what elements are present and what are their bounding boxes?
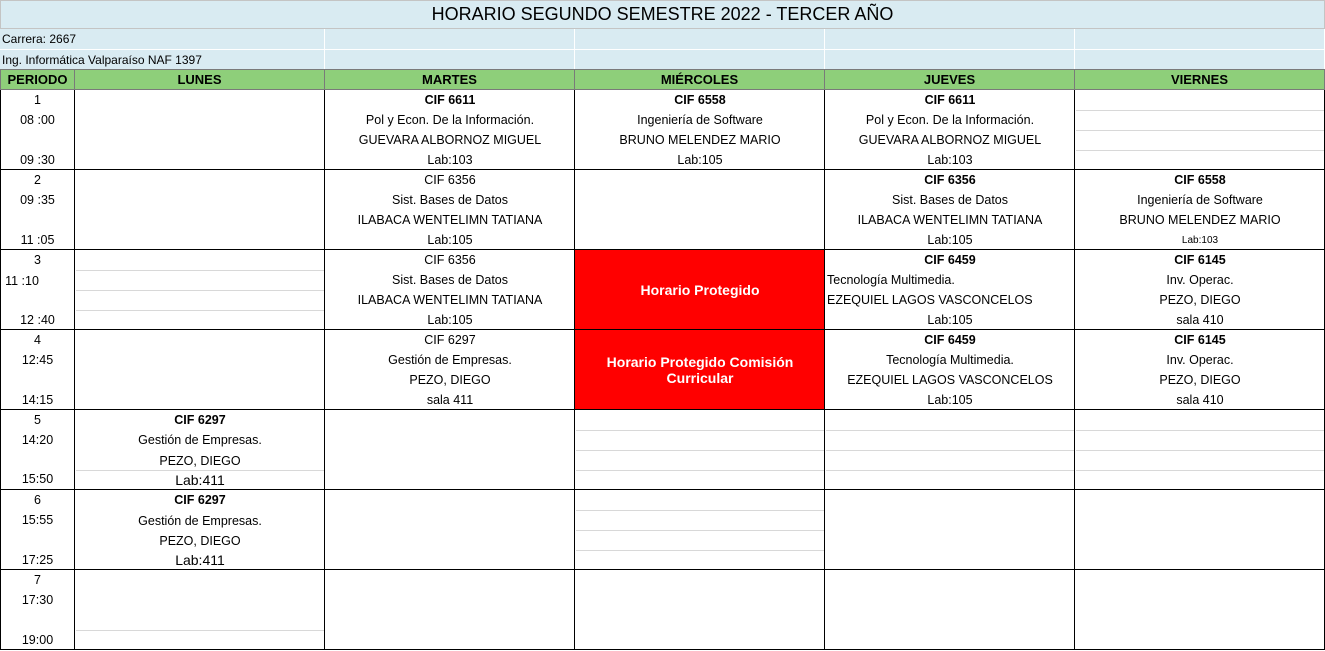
course-teacher: ILABACA WENTELIMN TATIANA <box>357 293 543 307</box>
course-code: CIF 6558 <box>674 93 726 107</box>
course-name: Tecnología Multimedia. <box>886 353 1014 367</box>
course-code: CIF 6558 <box>1174 173 1226 187</box>
course-teacher: PEZO, DIEGO <box>159 454 241 468</box>
info-empty-cell <box>575 29 825 50</box>
course-room: Lab:105 <box>927 233 973 247</box>
info-empty-cell <box>325 50 575 70</box>
course-code: CIF 6611 <box>424 93 476 107</box>
header-jueves: JUEVES <box>825 69 1075 90</box>
course-name: Gestión de Empresas. <box>138 433 262 447</box>
header-miercoles: MIÉRCOLES <box>575 69 825 90</box>
course-name: Inv. Operac. <box>1166 353 1234 367</box>
period-number: 4 <box>34 333 41 347</box>
period-number: 3 <box>34 253 41 267</box>
course-room: sala 410 <box>1176 313 1224 327</box>
course-room: Lab:411 <box>175 552 225 568</box>
course-code: CIF 6356 <box>424 173 476 187</box>
protected-block-p3: Horario Protegido <box>575 250 825 330</box>
course-name: Sist. Bases de Datos <box>391 193 509 207</box>
course-room: Lab:105 <box>427 233 473 247</box>
carrera-cell: Carrera: 2667 <box>0 29 325 50</box>
course-code: CIF 6611 <box>924 93 976 107</box>
info-empty-cell <box>325 29 575 50</box>
course-name: Tecnología Multimedia. <box>827 273 955 287</box>
course-name: Sist. Bases de Datos <box>391 273 509 287</box>
course-teacher: BRUNO MELENDEZ MARIO <box>1119 213 1281 227</box>
period-number: 2 <box>34 173 41 187</box>
course-room: sala 411 <box>426 393 474 407</box>
course-name: Ingeniería de Software <box>637 113 763 127</box>
period-start: 11 :10 <box>5 274 39 288</box>
period-number: 5 <box>34 413 41 427</box>
course-teacher: PEZO, DIEGO <box>1159 293 1241 307</box>
course-code: CIF 6145 <box>1174 253 1226 267</box>
course-teacher: GUEVARA ALBORNOZ MIGUEL <box>358 133 542 147</box>
course-code: CIF 6297 <box>424 333 476 347</box>
course-name: Gestión de Empresas. <box>388 353 512 367</box>
course-room: Lab:105 <box>677 153 723 167</box>
info-empty-cell <box>825 50 1075 70</box>
course-name: Gestión de Empresas. <box>138 514 262 528</box>
course-teacher: BRUNO MELENDEZ MARIO <box>619 133 781 147</box>
period-start: 09 :35 <box>20 193 55 207</box>
period-start: 15:55 <box>21 513 54 527</box>
course-code: CIF 6356 <box>424 253 476 267</box>
course-code: CIF 6356 <box>924 173 976 187</box>
period-end: 14:15 <box>21 393 54 407</box>
period-end: 09 :30 <box>20 153 55 167</box>
course-teacher: EZEQUIEL LAGOS VASCONCELOS <box>847 373 1053 387</box>
course-teacher: PEZO, DIEGO <box>1159 373 1241 387</box>
course-teacher: ILABACA WENTELIMN TATIANA <box>857 213 1043 227</box>
period-end: 15:50 <box>21 472 54 486</box>
course-name: Inv. Operac. <box>1166 273 1234 287</box>
course-room: Lab:105 <box>927 393 973 407</box>
course-name: Sist. Bases de Datos <box>891 193 1009 207</box>
period-number: 7 <box>34 573 41 587</box>
course-teacher: PEZO, DIEGO <box>409 373 491 387</box>
course-room: Lab:105 <box>927 313 973 327</box>
programa-cell: Ing. Informática Valparaíso NAF 1397 <box>0 50 325 70</box>
course-code: CIF 6459 <box>924 333 976 347</box>
period-end: 12 :40 <box>20 313 55 327</box>
period-end: 11 :05 <box>20 233 55 247</box>
course-code: CIF 6459 <box>924 253 976 267</box>
period-end: 17:25 <box>21 553 54 567</box>
protected-block-p4: Horario Protegido Comisión Curricular <box>575 330 825 410</box>
period-start: 14:20 <box>21 433 54 447</box>
course-teacher: EZEQUIEL LAGOS VASCONCELOS <box>827 293 1033 307</box>
course-room: Lab:411 <box>175 472 225 488</box>
info-empty-cell <box>575 50 825 70</box>
info-empty-cell <box>825 29 1075 50</box>
course-room: Lab:103 <box>427 153 473 167</box>
course-name: Ingeniería de Software <box>1137 193 1263 207</box>
course-teacher: PEZO, DIEGO <box>159 534 241 548</box>
period-start: 08 :00 <box>20 113 55 127</box>
course-room: sala 410 <box>1176 393 1224 407</box>
header-martes: MARTES <box>325 69 575 90</box>
period-start: 17:30 <box>21 593 54 607</box>
course-teacher: GUEVARA ALBORNOZ MIGUEL <box>858 133 1042 147</box>
info-empty-cell <box>1075 29 1325 50</box>
course-name: Pol y Econ. De la Información. <box>365 113 535 127</box>
period-start: 12:45 <box>21 353 54 367</box>
period-number: 6 <box>34 493 41 507</box>
period-end: 19:00 <box>21 633 54 647</box>
course-room: Lab:105 <box>427 313 473 327</box>
header-periodo: PERIODO <box>0 69 75 90</box>
course-code: CIF 6297 <box>174 493 226 507</box>
period-number: 1 <box>34 93 41 107</box>
course-name: Pol y Econ. De la Información. <box>865 113 1035 127</box>
course-room: Lab:103 <box>927 153 973 167</box>
sheet-title: HORARIO SEGUNDO SEMESTRE 2022 - TERCER AÑO <box>0 0 1325 29</box>
course-room: Lab:103 <box>1181 235 1219 246</box>
course-code: CIF 6145 <box>1174 333 1226 347</box>
header-viernes: VIERNES <box>1075 69 1325 90</box>
course-code: CIF 6297 <box>174 413 226 427</box>
info-empty-cell <box>1075 50 1325 70</box>
course-teacher: ILABACA WENTELIMN TATIANA <box>357 213 543 227</box>
header-lunes: LUNES <box>75 69 325 90</box>
